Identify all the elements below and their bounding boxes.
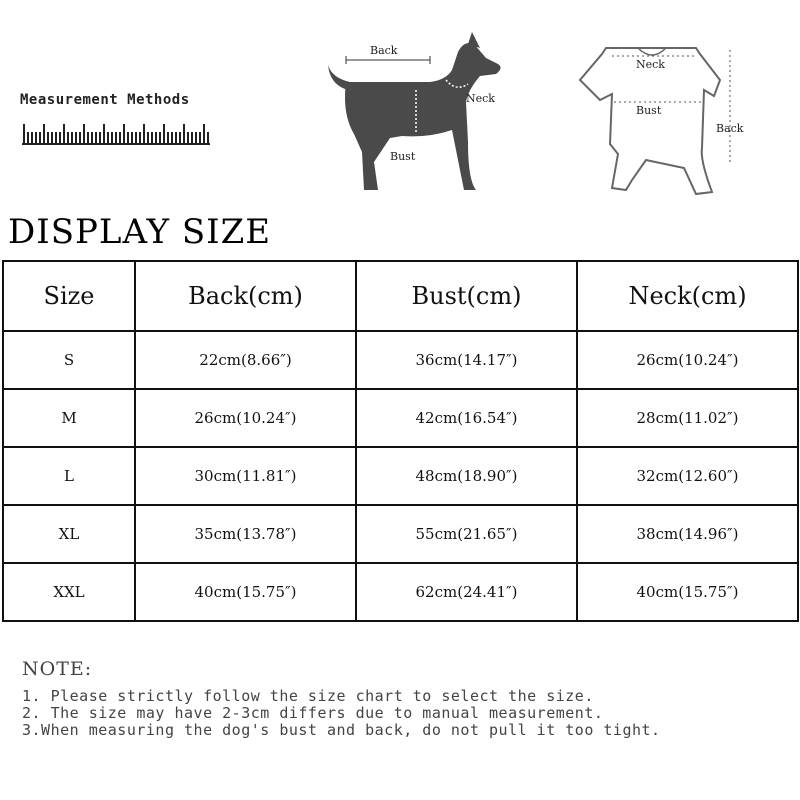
back-cell: 26cm(10.24″)	[135, 389, 356, 447]
shirt-neck-label: Neck	[636, 58, 665, 71]
note-title: NOTE:	[22, 658, 93, 680]
bust-cell: 62cm(24.41″)	[356, 563, 577, 621]
table-row	[3, 389, 798, 447]
shirt-back-label: Back	[716, 122, 744, 135]
size-cell: M	[3, 389, 135, 447]
dog-body	[345, 43, 501, 190]
shirt-bust-label: Bust	[636, 104, 662, 117]
dog-bust-label: Bust	[390, 150, 416, 163]
table-row	[3, 447, 798, 505]
header-bust: Bust(cm)	[356, 261, 577, 331]
back-cell: 30cm(11.81″)	[135, 447, 356, 505]
bust-cell: 48cm(18.90″)	[356, 447, 577, 505]
table-row	[3, 563, 798, 621]
ruler-icon	[22, 120, 212, 146]
header-neck: Neck(cm)	[577, 261, 798, 331]
bust-cell: 55cm(21.65″)	[356, 505, 577, 563]
note-line: 1. Please strictly follow the size chart to select the size.	[22, 687, 594, 705]
table-row	[3, 505, 798, 563]
size-cell: XXL	[3, 563, 135, 621]
header-size: Size	[3, 261, 135, 331]
neck-cell: 32cm(12.60″)	[577, 447, 798, 505]
dog-neck-label: Neck	[466, 92, 495, 105]
note-line: 3.When measuring the dog's bust and back, do not pull it too tight.	[22, 721, 661, 739]
neck-cell: 26cm(10.24″)	[577, 331, 798, 389]
header-back: Back(cm)	[135, 261, 356, 331]
display-size-title: DISPLAY SIZE	[8, 212, 272, 252]
size-table	[2, 260, 799, 622]
measurement-methods-title: Measurement Methods	[20, 92, 190, 108]
note-section	[22, 658, 661, 739]
dog-back-label: Back	[370, 44, 398, 57]
note-line: 2. The size may have 2-3cm differs due to manual measurement.	[22, 704, 604, 722]
size-cell: L	[3, 447, 135, 505]
size-table-header	[3, 261, 798, 331]
shirt-measurement-diagram	[570, 40, 750, 200]
back-cell: 22cm(8.66″)	[135, 331, 356, 389]
bust-cell: 42cm(16.54″)	[356, 389, 577, 447]
size-cell: XL	[3, 505, 135, 563]
bust-cell: 36cm(14.17″)	[356, 331, 577, 389]
neck-cell: 38cm(14.96″)	[577, 505, 798, 563]
dog-measurement-diagram	[318, 30, 518, 200]
back-cell: 35cm(13.78″)	[135, 505, 356, 563]
neck-cell: 40cm(15.75″)	[577, 563, 798, 621]
size-cell: S	[3, 331, 135, 389]
table-row	[3, 331, 798, 389]
measurement-methods-banner	[0, 0, 800, 205]
back-cell: 40cm(15.75″)	[135, 563, 356, 621]
neck-cell: 28cm(11.02″)	[577, 389, 798, 447]
